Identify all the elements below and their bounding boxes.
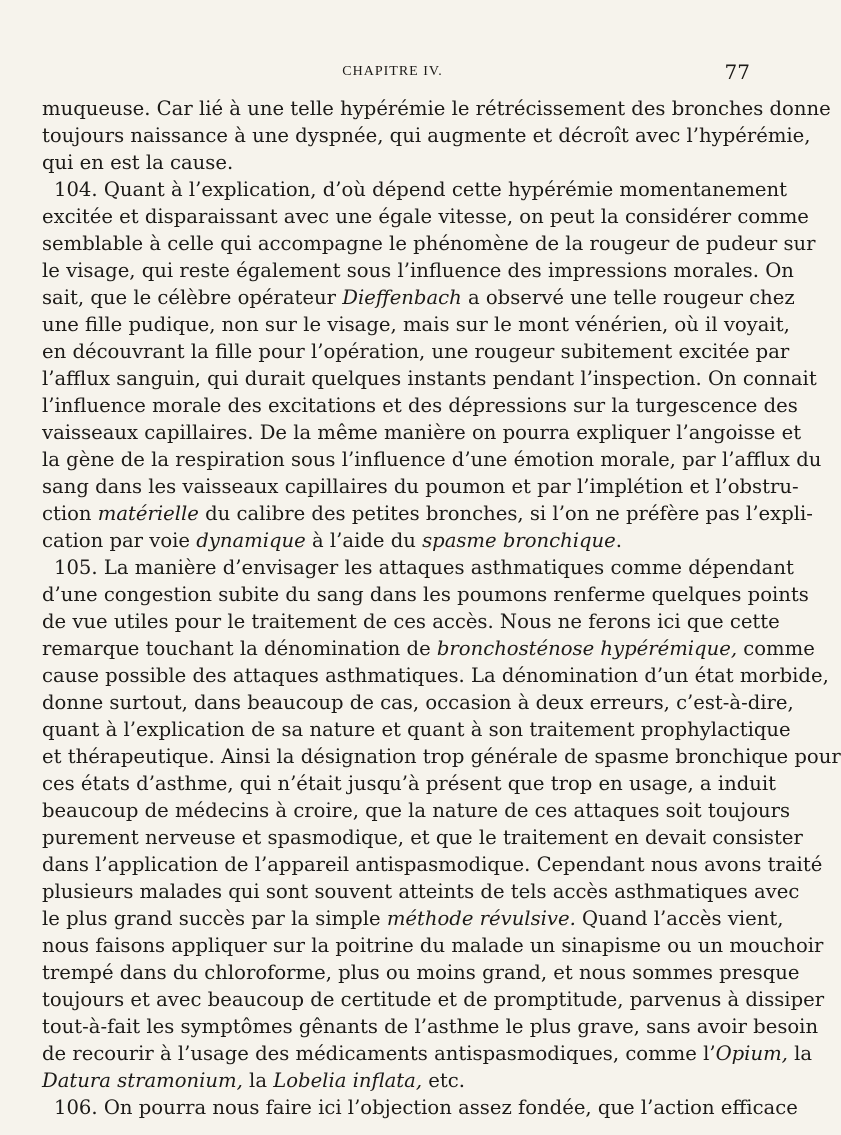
text-span: . [615, 529, 623, 552]
text-span: 106. On pourra nous faire ici l’objection assez fondée, que l’action efficace [54, 1096, 798, 1119]
text-span: Quand l’accès vient, [575, 907, 784, 930]
italic-span: Dieffenbach [342, 286, 462, 309]
text-span: sang dans les vaisseaux capillaires du poumon et par l’implétion et l’obstru- [42, 475, 799, 498]
text-line [42, 824, 803, 851]
text-span: l’afflux sanguin, qui durait quelques instants pendant l’inspection. On connait [42, 367, 817, 390]
text-span: d’une congestion subite du sang dans les poumons renferme quelques points [42, 583, 809, 606]
text-line [42, 959, 800, 986]
text-span: toujours naissance à une dyspnée, qui augmente et décroît avec l’hypérémie, [42, 124, 811, 147]
text-span: excitée et disparaissant avec une égale vitesse, on peut la considérer comme [42, 205, 809, 228]
text-span: ction [42, 502, 98, 525]
text-span: ces états d’asthme, qui n’était jusqu’à présent que trop en usage, a induit [42, 772, 777, 795]
text-span: la gène de la respiration sous l’influence d’une émotion morale, par l’afflux du [42, 448, 822, 471]
text-line [42, 878, 800, 905]
text-span: vaisseaux capillaires. De la même manière on pourra expliquer l’angoisse et [42, 421, 802, 444]
text-line [42, 365, 817, 392]
running-head [35, 60, 750, 88]
italic-span: bronchosténose hypérémique, [436, 637, 738, 660]
italic-span: spasme bronchique [422, 529, 616, 552]
text-line [42, 311, 790, 338]
text-span: dans l’application de l’appareil antispasmodique. Cependant nous avons traité [42, 853, 823, 876]
text-line [42, 743, 841, 770]
text-line [42, 527, 757, 554]
text-span: le plus grand succès par la simple [42, 907, 387, 930]
text-span: l’influence morale des excitations et des dépressions sur la turgescence des [42, 394, 798, 417]
text-line [42, 284, 795, 311]
italic-span: matérielle [97, 502, 199, 525]
text-span: cation par voie [42, 529, 197, 552]
text-span: trempé dans du chloroforme, plus ou moins grand, et nous sommes presque [42, 961, 800, 984]
text-span: la [242, 1069, 274, 1092]
text-span: une fille pudique, non sur le visage, mais sur le mont vénérien, où il voyait, [42, 313, 790, 336]
text-span: sait, que le célèbre opérateur [42, 286, 343, 309]
text-span: le visage, qui reste également sous l’influence des impressions morales. On [42, 259, 794, 282]
text-line [42, 581, 809, 608]
text-line [42, 392, 798, 419]
italic-span: méthode révulsive. [386, 907, 576, 930]
text-line [42, 770, 777, 797]
text-span: de recourir à l’usage des médicaments antispasmodiques, comme l’ [42, 1042, 716, 1065]
text-span: de vue utiles pour le traitement de ces accès. Nous ne ferons ici que cette [42, 610, 780, 633]
text-span: semblable à celle qui accompagne le phénomène de la rougeur de pudeur sur [42, 232, 816, 255]
text-line [42, 230, 816, 257]
text-span: du calibre des petites bronches, si l’on ne préfère pas l’expli- [198, 502, 813, 525]
text-span: etc. [422, 1069, 465, 1092]
text-span: nous faisons appliquer sur la poitrine du malade un sinapisme ou un mouchoir [42, 934, 824, 957]
text-span: qui en est la cause. [42, 151, 234, 174]
text-line [42, 851, 823, 878]
italic-span: Datura stramonium, [42, 1069, 243, 1092]
text-span: 104. Quant à l’explication, d’où dépend cette hypérémie momentanement [54, 178, 788, 201]
text-line [42, 338, 790, 365]
text-span: cause possible des attaques asthmatiques. La dénomination d’un état morbide, [42, 664, 829, 687]
text-span: en découvrant la fille pour l’opération, une rougeur subitement excitée par [42, 340, 790, 363]
text-line [42, 797, 791, 824]
text-span: beaucoup de médecins à croire, que la nature de ces attaques soit toujours [42, 799, 791, 822]
text-span: plusieurs malades qui sont souvent atteints de tels accès asthmatiques avec [42, 880, 800, 903]
text-line [42, 905, 784, 932]
text-line [42, 1067, 757, 1094]
italic-span: Opium, [715, 1042, 788, 1065]
text-line [42, 662, 829, 689]
text-span: la [787, 1042, 813, 1065]
text-line [42, 689, 794, 716]
text-line [42, 1040, 813, 1067]
text-span: purement nerveuse et spasmodique, et que le traitement en devait consister [42, 826, 803, 849]
text-span: comme [737, 637, 815, 660]
text-line [42, 932, 824, 959]
text-span: tout-à-fait les symptômes gênants de l’asthme le plus grave, sans avoir besoin [42, 1015, 819, 1038]
text-line [42, 122, 811, 149]
text-line [42, 95, 831, 122]
chapter-title: CHAPITRE IV. [342, 64, 443, 79]
italic-span: dynamique [196, 529, 306, 552]
text-line [42, 500, 813, 527]
text-line [42, 419, 802, 446]
text-line [42, 473, 799, 500]
page-number: 77 [724, 60, 750, 84]
text-line [42, 149, 757, 176]
text-line [42, 257, 794, 284]
text-line [42, 1013, 819, 1040]
text-line [42, 554, 794, 581]
text-line [42, 716, 791, 743]
text-span: 105. La manière d’envisager les attaques asthmatiques comme dépendant [54, 556, 794, 579]
text-line [42, 1094, 798, 1121]
text-span: donne surtout, dans beaucoup de cas, occasion à deux erreurs, c’est-à-dire, [42, 691, 794, 714]
text-span: toujours et avec beaucoup de certitude et de promptitude, parvenus à dissiper [42, 988, 825, 1011]
text-line [42, 635, 815, 662]
text-span: et thérapeutique. Ainsi la désignation trop générale de spasme bronchique pour [42, 745, 841, 768]
text-span: remarque touchant la dénomination de [42, 637, 437, 660]
text-line [42, 446, 822, 473]
text-span: a observé une telle rougeur chez [461, 286, 795, 309]
text-span: à l’aide du [305, 529, 423, 552]
text-line [42, 608, 780, 635]
body-text [42, 95, 841, 1121]
text-line [42, 176, 788, 203]
text-line [42, 203, 809, 230]
italic-span: Lobelia inflata, [273, 1069, 423, 1092]
text-span: muqueuse. Car lié à une telle hypérémie le rétrécissement des bronches donne [42, 97, 831, 120]
text-span: quant à l’explication de sa nature et quant à son traitement prophylactique [42, 718, 791, 741]
text-line [42, 986, 825, 1013]
